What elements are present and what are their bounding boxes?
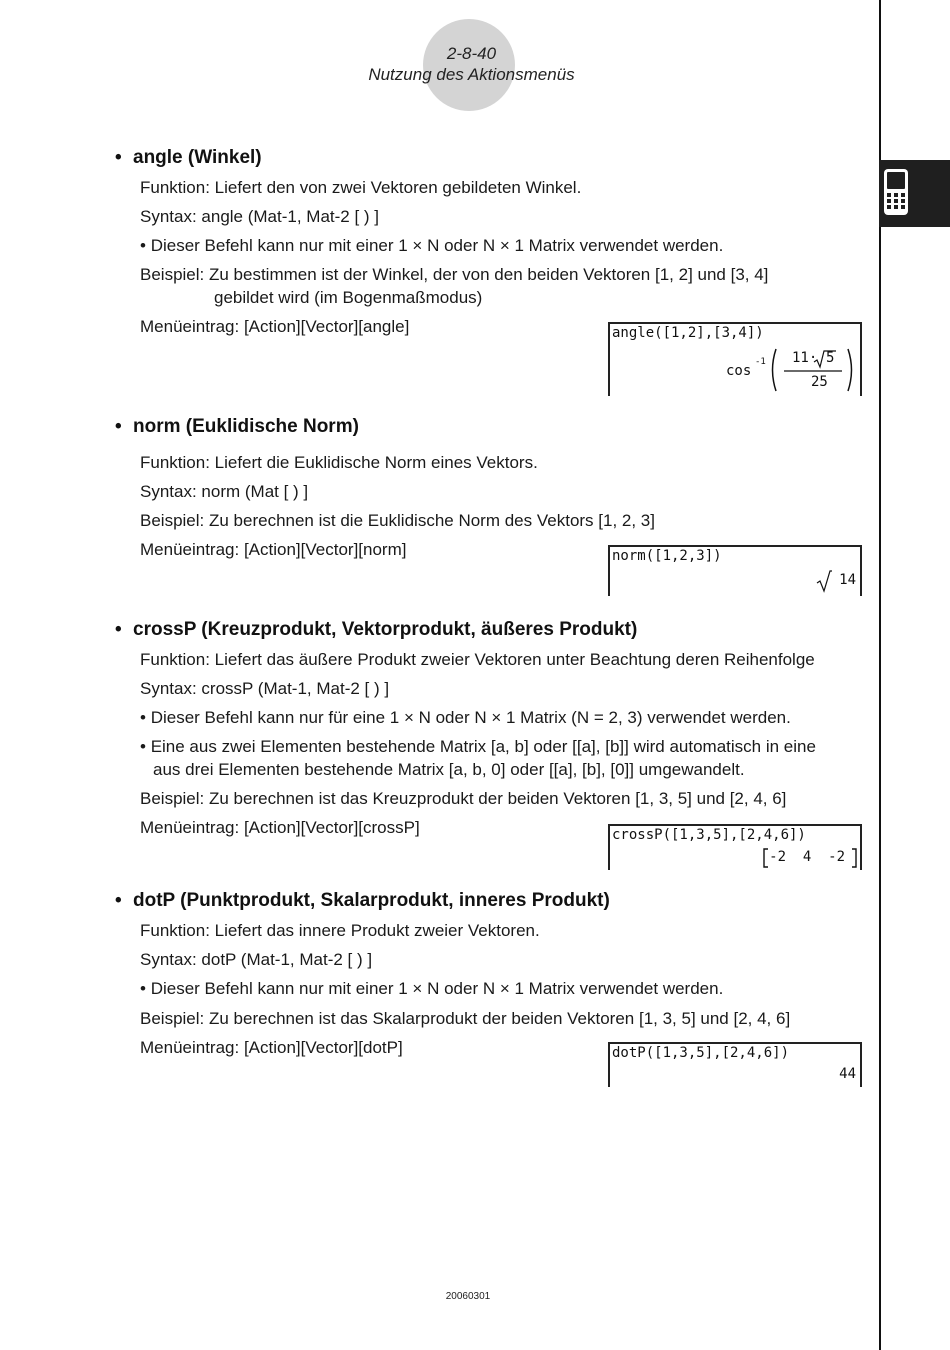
section-title-angle bbox=[115, 147, 262, 169]
bullet-note-dotp: • Dieser Befehl kann nur mit einer 1 × N oder N × 1 Matrix verwendet werden. bbox=[140, 979, 724, 998]
syntax-text-angle: Syntax: angle (Mat-1, Mat-2 [ ) ] bbox=[140, 207, 380, 226]
screen-command: norm([1,2,3]) bbox=[612, 548, 722, 564]
menu-entry-angle: Menüeintrag: [Action][Vector][angle] bbox=[140, 317, 410, 336]
screen-command: angle([1,2],[3,4]) bbox=[612, 325, 764, 341]
calculator-screen-dotp bbox=[608, 1042, 862, 1087]
syntax-text-norm: Syntax: norm (Mat [ ) ] bbox=[140, 482, 309, 501]
function-text-dotp: Funktion: Liefert das innere Produkt zweier Vektoren. bbox=[140, 921, 540, 940]
example-text-crossp: Beispiel: Zu berechnen ist das Kreuzprodukt der beiden Vektoren [1, 3, 5] und [2, 4, 6] bbox=[140, 789, 787, 808]
bullet-note-crossp-2: • Eine aus zwei Elementen bestehende Matrix [a, b] oder [[a], [b]] wird automatisch in eine bbox=[140, 737, 816, 756]
bullet-dot: • bbox=[115, 890, 122, 911]
calculator-screen-angle bbox=[608, 322, 862, 396]
screen-result-crossp: -2 4 -2 bbox=[769, 849, 845, 865]
syntax-text-crossp: Syntax: crossP (Mat-1, Mat-2 [ ) ] bbox=[140, 679, 390, 698]
screen-result-norm: 14 bbox=[839, 572, 856, 588]
screen-command: crossP([1,3,5],[2,4,6]) bbox=[612, 827, 806, 843]
section-title-crossp bbox=[115, 619, 637, 641]
screen-result-dotp: 44 bbox=[839, 1066, 856, 1082]
section-title-text: angle (Winkel) bbox=[133, 147, 262, 168]
fraction-numerator: 11· bbox=[792, 350, 818, 366]
section-title-text: norm (Euklidische Norm) bbox=[133, 416, 359, 437]
menu-entry-dotp: Menüeintrag: [Action][Vector][dotP] bbox=[140, 1038, 403, 1057]
fraction-radicand: 5 bbox=[826, 350, 835, 366]
calculator-icon bbox=[883, 168, 909, 216]
bullet-dot: • bbox=[115, 416, 122, 437]
section-title-dotp bbox=[115, 890, 610, 912]
function-text-angle: Funktion: Liefert den von zwei Vektoren gebildeten Winkel. bbox=[140, 178, 582, 197]
result-prefix: cos bbox=[726, 363, 752, 379]
bullet-dot: • bbox=[115, 619, 122, 640]
screen-command: dotP([1,3,5],[2,4,6]) bbox=[612, 1045, 790, 1061]
bullet-note-text: Dieser Befehl kann nur für eine 1 × N oder N × 1 Matrix (N = 2, 3) verwendet werden. bbox=[150, 708, 791, 727]
example-text-norm: Beispiel: Zu berechnen ist die Euklidische Norm des Vektors [1, 2, 3] bbox=[140, 511, 655, 530]
section-title-text: dotP (Punktprodukt, Skalarprodukt, inneres Produkt) bbox=[133, 890, 610, 911]
calculator-screen-norm bbox=[608, 545, 862, 596]
menu-entry-norm: Menüeintrag: [Action][Vector][norm] bbox=[140, 540, 407, 559]
function-text-crossp: Funktion: Liefert das äußere Produkt zweier Vektoren unter Beachtung deren Reihenfolge bbox=[140, 650, 815, 669]
section-title-norm bbox=[115, 416, 359, 438]
bullet-note-text: Dieser Befehl kann nur mit einer 1 × N oder N × 1 Matrix verwendet werden. bbox=[150, 979, 724, 998]
bullet-note-text: Dieser Befehl kann nur mit einer 1 × N oder N × 1 Matrix verwendet werden. bbox=[150, 236, 724, 255]
example-text-dotp: Beispiel: Zu berechnen ist das Skalarprodukt der beiden Vektoren [1, 3, 5] und [2, 4, 6] bbox=[140, 1009, 791, 1028]
bullet-note-text: Eine aus zwei Elementen bestehende Matrix [a, b] oder [[a], [b]] wird automatisch in eine bbox=[150, 737, 816, 756]
bullet-note-angle: • Dieser Befehl kann nur mit einer 1 × N oder N × 1 Matrix verwendet werden. bbox=[140, 236, 724, 255]
example-text-angle: Beispiel: Zu bestimmen ist der Winkel, der von den beiden Vektoren [1, 2] und [3, 4] bbox=[140, 265, 769, 284]
syntax-text-dotp: Syntax: dotP (Mat-1, Mat-2 [ ) ] bbox=[140, 950, 373, 969]
section-title-text: crossP (Kreuzprodukt, Vektorprodukt, äußeres Produkt) bbox=[133, 619, 638, 640]
menu-entry-crossp: Menüeintrag: [Action][Vector][crossP] bbox=[140, 818, 420, 837]
bullet-dot: • bbox=[115, 147, 122, 168]
example-cont-angle: gebildet wird (im Bogenmaßmodus) bbox=[214, 288, 483, 307]
bullet-note-crossp-1: • Dieser Befehl kann nur für eine 1 × N oder N × 1 Matrix (N = 2, 3) verwendet werden. bbox=[140, 708, 791, 727]
chapter-side-tab bbox=[879, 160, 950, 227]
footer-code: 20060301 bbox=[445, 1291, 491, 1302]
bullet-cont-crossp: aus drei Elementen bestehende Matrix [a, b, 0] oder [[a], [b], [0]] umgewandelt. bbox=[153, 760, 745, 779]
screen-result-angle bbox=[726, 346, 856, 394]
sqrt-sign-graphic bbox=[816, 569, 832, 593]
function-text-norm: Funktion: Liefert die Euklidische Norm eines Vektors. bbox=[140, 453, 538, 472]
calculator-screen-crossp bbox=[608, 824, 862, 870]
page-number: 2-8-40 bbox=[446, 44, 497, 63]
result-superscript: -1 bbox=[755, 357, 766, 367]
page-title: Nutzung des Aktionsmenüs bbox=[368, 65, 575, 84]
fraction-denominator: 25 bbox=[811, 374, 828, 390]
